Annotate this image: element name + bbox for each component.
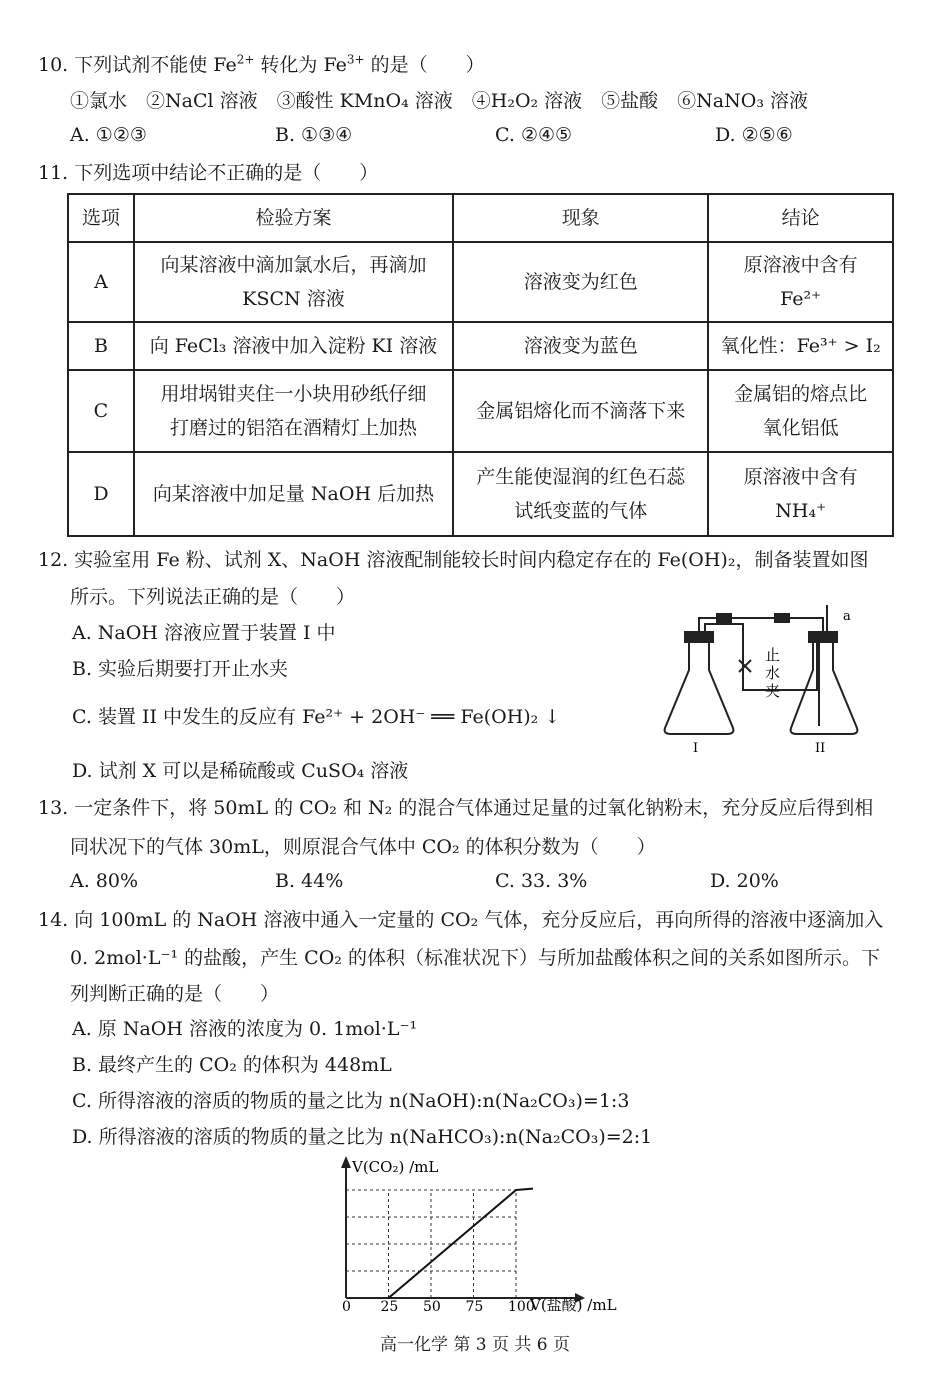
- row-option: B: [68, 322, 134, 370]
- series-line: [389, 1189, 534, 1298]
- label-clamp-3: 夹: [765, 682, 781, 700]
- row-conclusion: [708, 242, 893, 322]
- stopper-i: [685, 632, 713, 642]
- joint-1: [717, 614, 731, 622]
- label-clamp-1: 止: [765, 646, 781, 664]
- q12-option-a: A. NaOH 溶液应置于装置 I 中: [72, 622, 336, 644]
- row-conclusion-line2: 氧化铝低: [762, 417, 839, 439]
- table-row: [68, 370, 893, 452]
- row-phenomenon: [453, 452, 708, 536]
- q14-option-b: B. 最终产生的 CO₂ 的体积为 448mL: [72, 1054, 392, 1076]
- row-option: A: [68, 242, 134, 322]
- row-conclusion: 氧化性：Fe³⁺ > I₂: [708, 322, 893, 370]
- q10-answer-a: A. ①②③: [70, 124, 147, 146]
- chart-ticks: [342, 1299, 535, 1315]
- x-tick-label: 0: [342, 1299, 351, 1315]
- x-tick-label: 75: [465, 1299, 484, 1315]
- q14-stem-line1: 14. 向 100mL 的 NaOH 溶液中通入一定量的 CO₂ 气体，充分反应后，再向所得的溶液中逐滴加入: [38, 909, 884, 931]
- q10-stem-mid: 转化为 Fe: [254, 54, 347, 76]
- header-conclusion: 结论: [708, 194, 893, 242]
- x-tick-label: 25: [380, 1299, 399, 1315]
- q14-stem-line2: 0. 2mol·L⁻¹ 的盐酸，产生 CO₂ 的体积（标准状况下）与所加盐酸体积之间的关系如图所示。下: [70, 947, 880, 969]
- q11-table: [67, 193, 894, 537]
- header-phenomenon: 现象: [453, 194, 708, 242]
- row-option: C: [68, 370, 134, 452]
- q13-answer-d: D. 20%: [710, 870, 779, 892]
- clamp-icon: [739, 660, 751, 672]
- row-plan: 向某溶液中加足量 NaOH 后加热: [134, 452, 453, 536]
- q14-option-c: C. 所得溶液的溶质的物质的量之比为 n(NaOH):n(Na₂CO₃)=1:3: [72, 1090, 630, 1112]
- q10-stem-pre: 10. 下列试剂不能使 Fe: [38, 54, 237, 76]
- q13-stem-line1: 13. 一定条件下，将 50mL 的 CO₂ 和 N₂ 的混合气体通过足量的过氧化钠粉末，充分反应后得到相: [38, 797, 874, 819]
- row-plan-line1: 向某溶液中滴加氯水后，再滴加: [160, 254, 427, 276]
- q13-stem-line2: 同状况下的气体 30mL，则原混合气体中 CO₂ 的体积分数为（ ）: [70, 836, 656, 858]
- row-conclusion-line2: Fe²⁺: [780, 288, 822, 310]
- table-row: [68, 322, 893, 370]
- q13-answer-c: C. 33. 3%: [495, 870, 588, 892]
- flask-i: [665, 640, 734, 734]
- q14-stem-line3: 列判断正确的是（ ）: [70, 983, 280, 1005]
- tube-mid: [705, 624, 817, 690]
- q10-answer-d: D. ②⑤⑥: [715, 124, 793, 146]
- chart-grid: [346, 1190, 516, 1298]
- row-phenomenon: 金属铝熔化而不滴落下来: [453, 370, 708, 452]
- label-i: I: [693, 741, 699, 756]
- q13-answer-b: B. 44%: [275, 870, 344, 892]
- row-conclusion: [708, 452, 893, 536]
- apparatus-diagram: [655, 600, 875, 760]
- co2-chart: [320, 1150, 640, 1315]
- x-axis-label: V(盐酸) /mL: [530, 1296, 617, 1314]
- y-axis-label: V(CO₂) /mL: [352, 1158, 439, 1176]
- q10-answers: [70, 124, 830, 152]
- q10-answer-b: B. ①③④: [275, 124, 353, 146]
- row-phenomenon: 溶液变为蓝色: [453, 322, 708, 370]
- header-option: 选项: [68, 194, 134, 242]
- row-plan-line1: 用坩埚钳夹住一小块用砂纸仔细: [160, 383, 427, 405]
- y-axis-arrow-icon: [341, 1156, 351, 1168]
- q13-answer-a: A. 80%: [70, 870, 139, 892]
- x-tick-label: 50: [423, 1299, 441, 1315]
- q10-stem: [38, 50, 485, 77]
- table-row: [68, 452, 893, 536]
- row-conclusion: [708, 370, 893, 452]
- table-row: [68, 242, 893, 322]
- row-phenomenon: 溶液变为红色: [453, 242, 708, 322]
- row-phenomenon-line2: 试纸变蓝的气体: [514, 500, 648, 522]
- label-a: a: [843, 609, 851, 624]
- row-plan-line2: KSCN 溶液: [242, 288, 345, 310]
- stopper-ii: [809, 632, 837, 642]
- header-plan: 检验方案: [134, 194, 453, 242]
- x-tick-label: 100: [508, 1299, 535, 1315]
- q10-stem-post: 的是（ ）: [364, 54, 485, 76]
- row-option: D: [68, 452, 134, 536]
- q11-stem: 11. 下列选项中结论不正确的是（ ）: [38, 162, 379, 184]
- q10-sup1: 2+: [236, 52, 255, 67]
- q12-stem-line2: 所示。下列说法正确的是（ ）: [70, 586, 356, 608]
- q12-option-c: C. 装置 II 中发生的反应有 Fe²⁺ + 2OH⁻ ══ Fe(OH)₂ ↓: [72, 706, 561, 728]
- row-plan: 向 FeCl₃ 溶液中加入淀粉 KI 溶液: [134, 322, 453, 370]
- q12-option-b: B. 实验后期要打开止水夹: [72, 658, 289, 680]
- q10-answer-c: C. ②④⑤: [495, 124, 573, 146]
- row-plan: [134, 242, 453, 322]
- row-conclusion-line2: NH₄⁺: [775, 500, 827, 522]
- q12-option-d: D. 试剂 X 可以是稀硫酸或 CuSO₄ 溶液: [72, 760, 409, 782]
- flask-ii: [791, 640, 858, 734]
- chart-series: [389, 1189, 534, 1298]
- q14-option-d: D. 所得溶液的溶质的物质的量之比为 n(NaHCO₃):n(Na₂CO₃)=2:1: [72, 1126, 653, 1148]
- q10-sup2: 3+: [346, 52, 365, 67]
- row-phenomenon-line1: 产生能使湿润的红色石蕊: [476, 466, 686, 488]
- q12-stem-line1: 12. 实验室用 Fe 粉、试剂 X、NaOH 溶液配制能较长时间内稳定存在的 Fe(OH)₂，制备装置如图: [38, 549, 869, 571]
- table-header-row: [68, 194, 893, 242]
- row-conclusion-line1: 原溶液中含有: [743, 466, 858, 488]
- label-clamp-2: 水: [765, 664, 781, 682]
- row-conclusion-line1: 金属铝的熔点比: [734, 383, 868, 405]
- row-plan-line2: 打磨过的铝箔在酒精灯上加热: [169, 417, 417, 439]
- page-footer: 高一化学 第 3 页 共 6 页: [379, 1335, 571, 1355]
- row-plan: [134, 370, 453, 452]
- q10-options: ①氯水 ②NaCl 溶液 ③酸性 KMnO₄ 溶液 ④H₂O₂ 溶液 ⑤盐酸 ⑥NaNO₃ 溶液: [70, 90, 808, 112]
- row-conclusion-line1: 原溶液中含有: [743, 254, 858, 276]
- label-ii: II: [815, 741, 826, 756]
- joint-2: [775, 614, 789, 622]
- q14-option-a: A. 原 NaOH 溶液的浓度为 0. 1mol·L⁻¹: [72, 1018, 418, 1040]
- q13-answers: [70, 870, 830, 898]
